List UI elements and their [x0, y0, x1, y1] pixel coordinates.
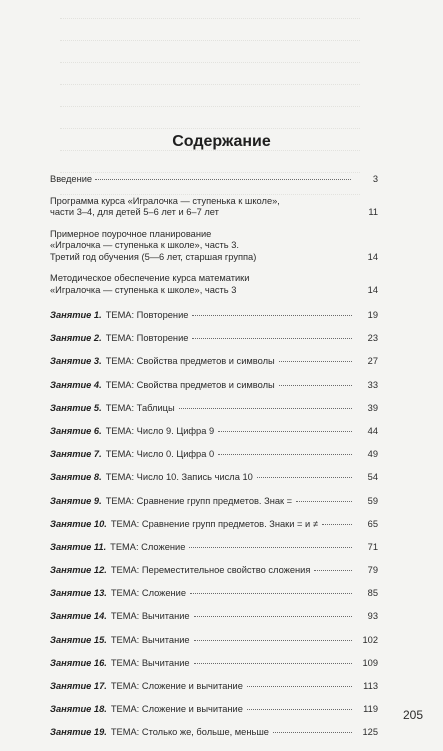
toc-entry-line — [50, 174, 378, 186]
leader-dots — [218, 453, 352, 455]
lesson-topic: ТЕМА: Число 10. Запись числа 10 — [105, 472, 253, 483]
lesson-page-ref: 44 — [367, 425, 378, 436]
toc-lesson-row — [50, 310, 378, 322]
leader-dots — [189, 546, 352, 548]
lesson-page-ref: 109 — [362, 657, 378, 668]
toc-lesson-row — [50, 635, 378, 647]
page-number: 205 — [402, 708, 423, 722]
toc-entry — [50, 229, 378, 264]
lesson-page-ref: 19 — [367, 310, 378, 320]
lesson-number: Занятие 2. — [50, 333, 102, 344]
toc-page-ref: 11 — [368, 207, 378, 217]
lesson-number: Занятие 16. — [50, 657, 107, 668]
toc-entry-text: Методическое обеспечение курса математики — [50, 273, 250, 283]
toc-page-ref: 14 — [367, 251, 378, 262]
lesson-number: Занятие 5. — [50, 402, 102, 413]
toc-entry-text: части 3–4, для детей 5–6 лет и 6–7 лет — [50, 207, 219, 217]
leader-dots — [296, 500, 352, 502]
table-of-contents — [50, 174, 378, 751]
lesson-topic: ТЕМА: Повторение — [105, 333, 189, 344]
toc-entry — [50, 273, 378, 296]
lesson-number: Занятие 15. — [50, 634, 107, 645]
leader-dots — [192, 337, 352, 339]
leader-dots — [218, 430, 352, 432]
lesson-topic: ТЕМА: Число 9. Цифра 9 — [105, 425, 215, 436]
lesson-topic: ТЕМА: Сложение и вычитание — [110, 704, 243, 715]
toc-entry — [50, 196, 378, 219]
bleed-line — [60, 40, 360, 42]
lesson-number: Занятие 8. — [50, 472, 102, 483]
leader-dots — [179, 407, 352, 409]
toc-lesson-row — [50, 333, 378, 345]
leader-dots — [247, 708, 352, 710]
lesson-page-ref: 102 — [362, 634, 378, 645]
lesson-topic: ТЕМА: Сложение и вычитание — [110, 681, 243, 691]
leader-dots — [322, 523, 352, 525]
toc-entry-line — [50, 285, 378, 297]
lesson-page-ref: 119 — [363, 704, 378, 715]
lesson-number: Занятие 14. — [50, 611, 107, 622]
lesson-number: Занятие 19. — [50, 727, 107, 738]
lesson-topic: ТЕМА: Сложение — [110, 588, 187, 599]
leader-dots — [273, 731, 352, 733]
page-title: Содержание — [172, 133, 271, 150]
lesson-page-ref: 49 — [367, 449, 378, 460]
leader-dots — [314, 569, 352, 571]
toc-lesson-row — [50, 727, 378, 739]
lesson-page-ref: 71 — [367, 541, 378, 552]
bleed-line — [60, 62, 360, 64]
bleed-line — [60, 106, 360, 108]
lesson-topic: ТЕМА: Сравнение групп предметов. Знак = — [105, 495, 293, 506]
toc-lesson-row — [50, 426, 378, 438]
toc-lesson-row — [50, 611, 378, 623]
toc-entry-text: Программа курса «Игралочка — ступенька к школе», — [50, 195, 280, 206]
toc-lesson-row — [50, 565, 378, 577]
lesson-page-ref: 125 — [362, 727, 378, 738]
toc-lesson-row — [50, 519, 378, 531]
toc-entry-line — [50, 240, 378, 252]
lesson-page-ref: 85 — [367, 588, 378, 599]
lesson-topic: ТЕМА: Вычитание — [110, 657, 190, 668]
lesson-page-ref: 113 — [363, 681, 378, 691]
leader-dots — [194, 662, 352, 664]
toc-lesson-row — [50, 681, 378, 693]
toc-lesson-row — [50, 472, 378, 484]
toc-page-ref: 14 — [367, 284, 378, 295]
leader-dots — [194, 639, 352, 641]
lesson-page-ref: 33 — [367, 379, 378, 390]
leader-dots — [247, 685, 352, 687]
lesson-page-ref: 79 — [367, 565, 378, 576]
lesson-page-ref: 39 — [367, 402, 378, 413]
lesson-topic: ТЕМА: Переместительное свойство сложения — [110, 565, 311, 576]
toc-entry-line — [50, 229, 378, 241]
toc-lesson-row — [50, 704, 378, 716]
toc-entry-text: Введение — [50, 174, 93, 184]
lesson-page-ref: 23 — [367, 333, 378, 344]
leader-dots — [95, 178, 351, 180]
toc-entry-text: Примерное поурочное планирование — [50, 228, 212, 239]
lesson-topic: ТЕМА: Сложение — [110, 541, 186, 552]
lesson-topic: ТЕМА: Повторение — [105, 310, 189, 320]
toc-page-ref: 3 — [372, 174, 378, 184]
toc-lesson-row — [50, 542, 378, 554]
bleed-line — [60, 18, 360, 20]
toc-entry — [50, 174, 378, 186]
lesson-page-ref: 54 — [367, 472, 378, 483]
lesson-page-ref: 65 — [367, 518, 378, 529]
toc-lesson-row — [50, 588, 378, 600]
lesson-number: Занятие 12. — [50, 565, 107, 576]
leader-dots — [192, 314, 352, 316]
toc-lesson-row — [50, 449, 378, 461]
lesson-page-ref: 27 — [367, 356, 378, 367]
leader-dots — [257, 476, 352, 478]
lesson-topic: ТЕМА: Свойства предметов и символы — [105, 379, 275, 390]
lesson-topic: ТЕМА: Вычитание — [110, 611, 190, 622]
toc-entry-text: Третий год обучения (5—6 лет, старшая группа) — [50, 251, 257, 262]
leader-dots — [279, 384, 352, 386]
lesson-number: Занятие 9. — [50, 495, 102, 506]
lesson-number: Занятие 10. — [50, 518, 107, 529]
toc-entry-line — [50, 196, 378, 208]
lesson-number: Занятие 11. — [50, 541, 107, 552]
lesson-topic: ТЕМА: Свойства предметов и символы — [105, 356, 275, 367]
lesson-number: Занятие 18. — [50, 704, 107, 715]
lesson-topic: ТЕМА: Вычитание — [110, 634, 190, 645]
lesson-number: Занятие 3. — [50, 356, 102, 367]
leader-dots — [194, 615, 352, 617]
lesson-number: Занятие 6. — [50, 425, 102, 436]
lesson-number: Занятие 4. — [50, 379, 102, 390]
bleed-line — [60, 128, 360, 130]
toc-lesson-row — [50, 658, 378, 670]
bleed-line — [60, 84, 360, 86]
lesson-number: Занятие 17. — [50, 681, 107, 691]
toc-entry-line — [50, 252, 378, 264]
leader-dots — [279, 360, 352, 362]
lesson-topic: ТЕМА: Столько же, больше, меньше — [110, 727, 269, 738]
toc-lesson-row — [50, 496, 378, 508]
toc-entry-line — [50, 273, 378, 285]
lesson-topic: ТЕМА: Сравнение групп предметов. Знаки = и ≠ — [110, 518, 318, 529]
lesson-topic: ТЕМА: Таблицы — [105, 402, 175, 413]
toc-lesson-row — [50, 356, 378, 368]
toc-lesson-row — [50, 380, 378, 392]
lesson-page-ref: 93 — [367, 611, 378, 622]
toc-lesson-row — [50, 403, 378, 415]
lesson-number: Занятие 1. — [50, 310, 102, 320]
toc-entry-text: «Игралочка — ступенька к школе», часть 3. — [50, 240, 239, 250]
lesson-number: Занятие 13. — [50, 588, 107, 599]
toc-entry-text: «Игралочка — ступенька к школе», часть 3 — [50, 284, 237, 295]
lesson-number: Занятие 7. — [50, 449, 102, 460]
toc-entry-line — [50, 207, 378, 219]
lesson-topic: ТЕМА: Число 0. Цифра 0 — [105, 449, 215, 460]
lesson-page-ref: 59 — [367, 495, 378, 506]
leader-dots — [190, 592, 352, 594]
